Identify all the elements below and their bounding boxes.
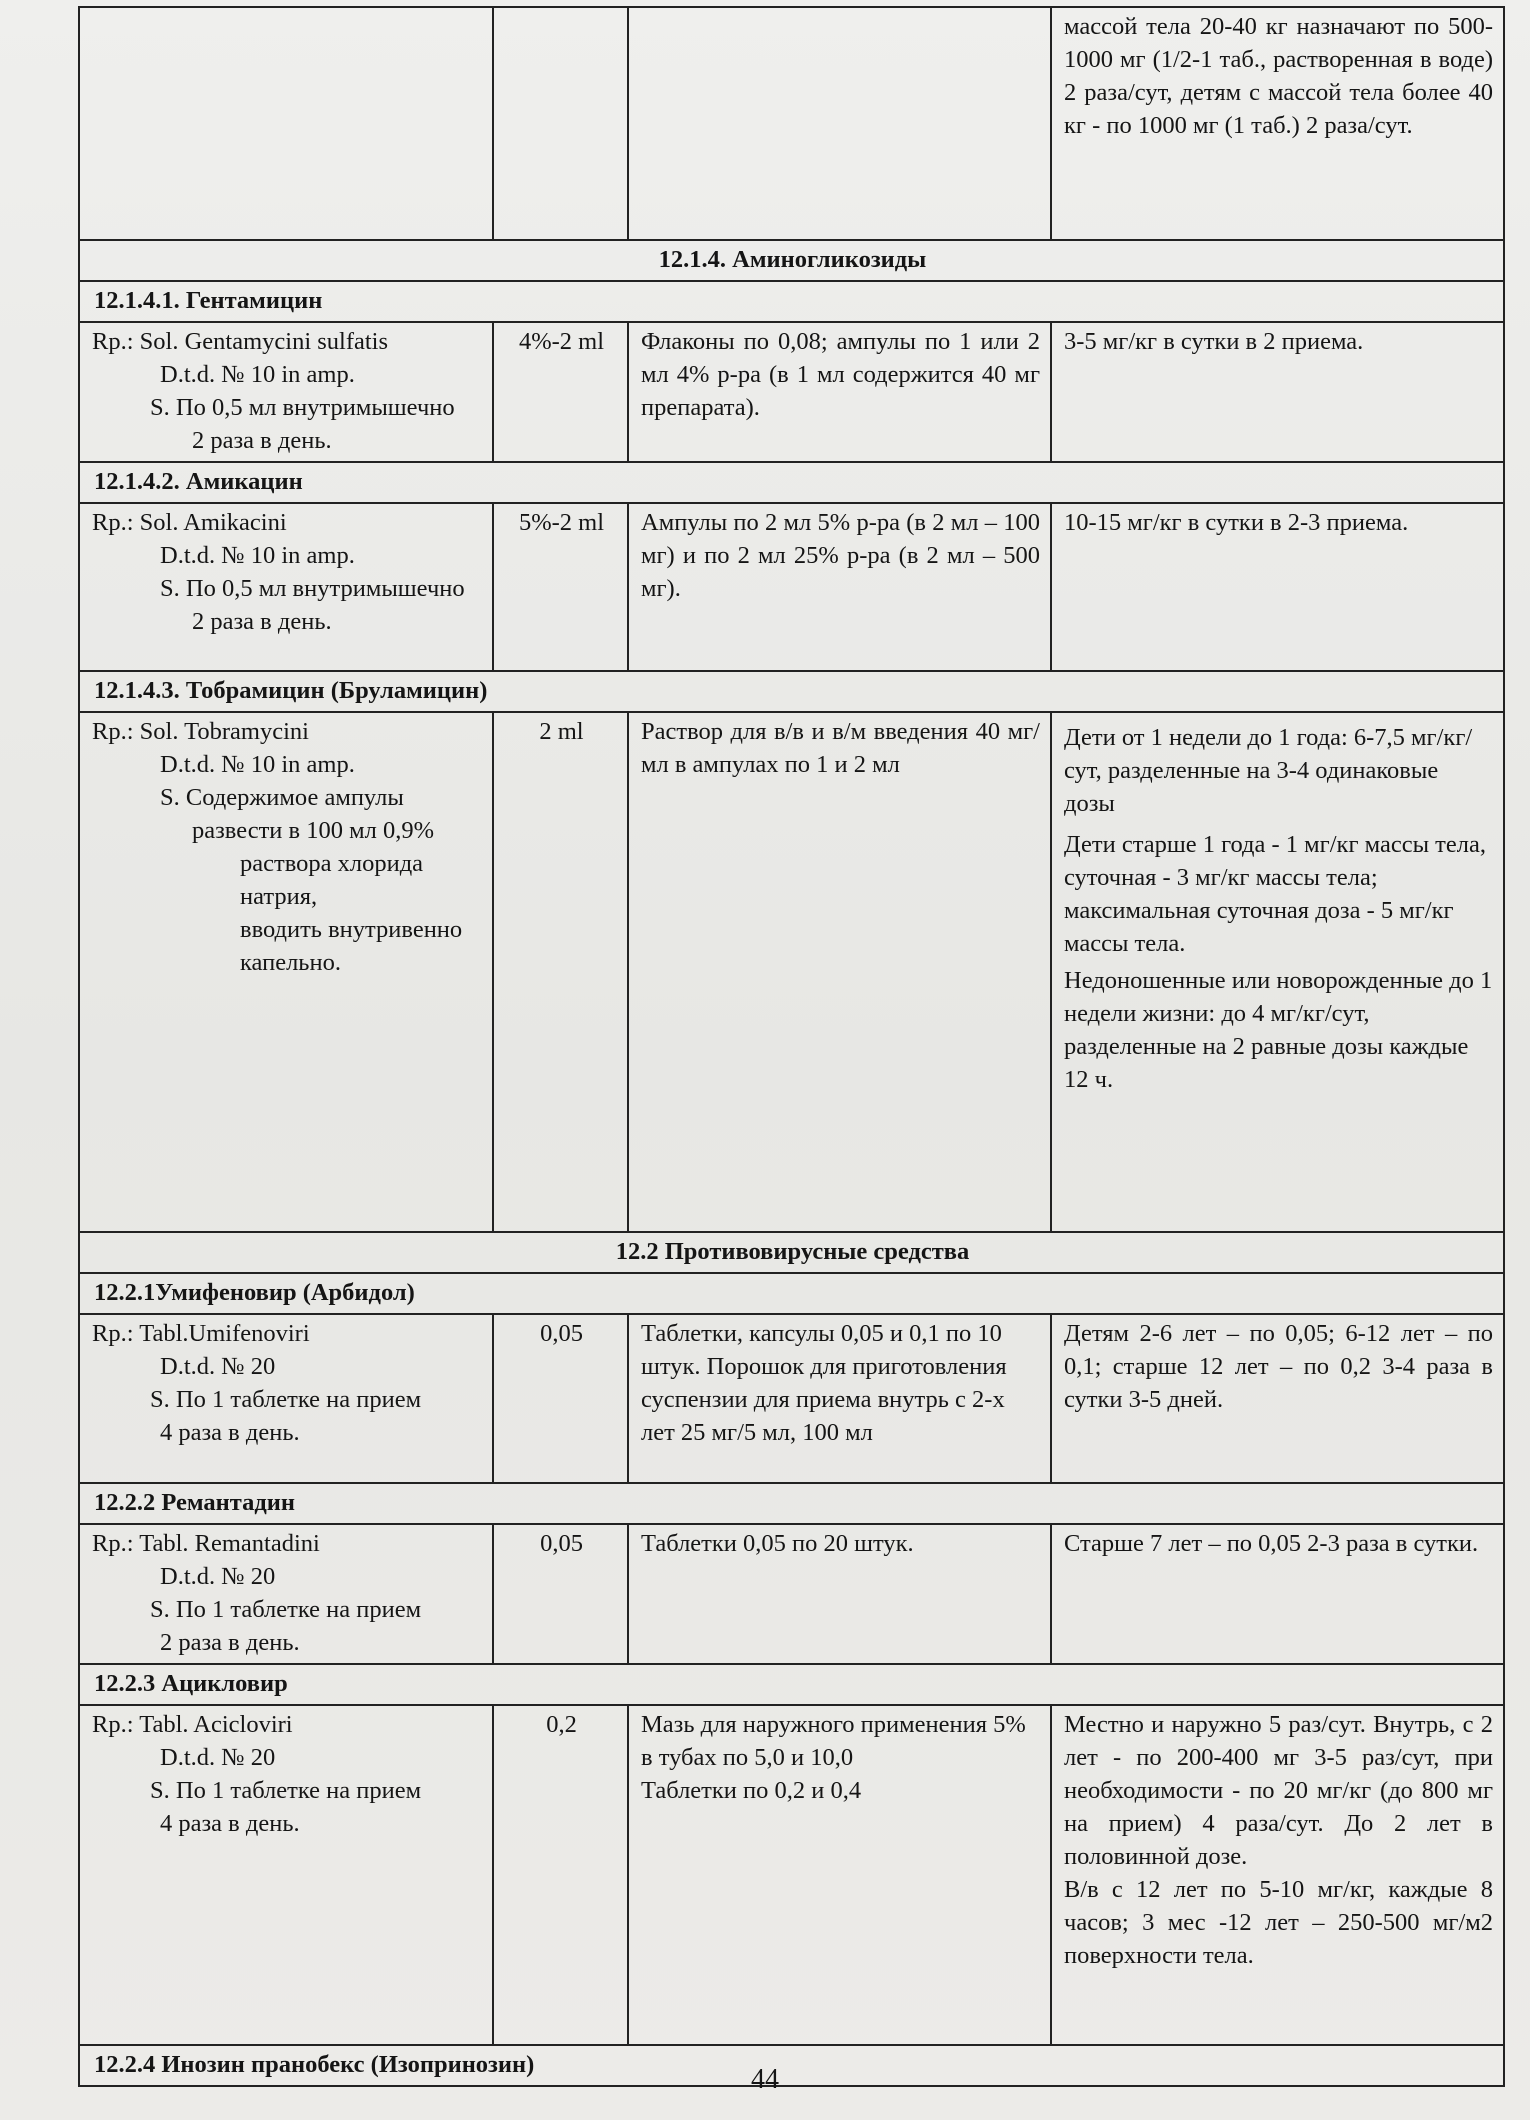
dosing-cell [1051,712,1504,1232]
section-title-antiviral: 12.2 Противовирусные средства [79,1232,1504,1273]
drug-header-row [79,1273,1504,1314]
dosing-cell: Детям 2-6 лет – по 0,05; 6-12 лет – по 0,1; старше 12 лет – по 0,2 3-4 раза в сутки 3-5 дней. [1051,1314,1504,1483]
signa-line: раствора хлорида натрия, [240,850,424,910]
form-cell: Таблетки, капсулы 0,05 и 0,1 по 10 штук. Порошок для приготовления суспензии для приема внутрь с 2-х лет 25 мг/5 мл, 100 мл [628,1314,1051,1483]
signa-line: S. По 1 таблетке на прием [150,1596,422,1623]
prescription-cell [79,1705,493,2045]
signa-line: 2 раза в день. [160,1629,300,1656]
signa-line: S. По 0,5 мл внутримышечно [150,394,455,421]
drug-row-umifenovir [79,1314,1504,1483]
signa-line: капельно. [240,949,341,976]
dose-cell: 0,05 [493,1524,628,1664]
form-cell: Таблетки 0,05 по 20 штук. [628,1524,1051,1664]
drug-header-amikacin: 12.1.4.2. Амикацин [79,462,1504,503]
dosing-cell [1051,1705,1504,2045]
drug-row-amikacin [79,503,1504,671]
rp-line: Rp.: Sol. Amikacini [92,509,287,536]
drug-row-acyclovir [79,1705,1504,2045]
continuation-row [79,7,1504,240]
form-paragraph: Мазь для наружного применения 5% в тубах по 5,0 и 10,0 [641,1711,1026,1771]
dosing-cell: Старше 7 лет – по 0,05 2-3 раза в сутки. [1051,1524,1504,1664]
dose-cell: 4%-2 ml [493,322,628,462]
dosing-paragraph: Дети от 1 недели до 1 года: 6-7,5 мг/кг/сут, разделенные на 3-4 одинаковые дозы [1064,724,1473,817]
dosing-cell: 3-5 мг/кг в сутки в 2 приема. [1051,322,1504,462]
dose-cell: 5%-2 ml [493,503,628,671]
drug-header-row [79,1664,1504,1705]
signa-line: S. Содержимое ампулы [160,784,404,811]
page-number: 44 [751,2064,779,2095]
drug-header-gentamicin: 12.1.4.1. Гентамицин [79,281,1504,322]
continuation-dosing: массой тела 20-40 кг назначают по 500-1000 мг (1/2-1 таб., растворенная в воде) 2 раза/сут, детям с массой тела более 40 кг - по 1000 мг (1 таб.) 2 раза/сут. [1051,7,1504,240]
form-cell [628,1705,1051,2045]
dosing-cell: 10-15 мг/кг в сутки в 2-3 приема. [1051,503,1504,671]
signa-line: 2 раза в день. [192,427,332,454]
rp-line: Rp.: Tabl.Umifenoviri [92,1320,310,1347]
drug-header-tobramycin: 12.1.4.3. Тобрамицин (Бруламицин) [79,671,1504,712]
rp-line: Rp.: Tabl. Aciclovirі [92,1711,293,1738]
dtd-line: D.t.d. № 10 in amp. [160,542,355,569]
dosing-paragraph: Дети старше 1 года - 1 мг/кг массы тела, суточная - 3 мг/кг массы тела; максимальная суточная доза - 5 мг/кг массы тела. [1064,831,1486,957]
prescription-cell [79,322,493,462]
dtd-line: D.t.d. № 20 [160,1744,276,1771]
signa-line: вводить внутривенно [240,916,463,943]
dose-cell: 0,2 [493,1705,628,2045]
signa-line: 4 раза в день. [160,1419,300,1446]
dtd-line: D.t.d. № 20 [160,1563,276,1590]
dosing-paragraph: Местно и наружно 5 раз/сут. Внутрь, с 2 лет - по 200-400 мг 3-5 раз/сут, при необходимости - по 20 мг/кг (до 800 мг на прием) 4 раза/сут. До 2 лет в половинной дозе. [1064,1711,1493,1870]
drug-header-remantadine: 12.2.2 Ремантадин [79,1483,1504,1524]
signa-line: 2 раза в день. [192,608,332,635]
prescription-cell [79,712,493,1232]
rp-line: Rp.: Sol. Tobramycini [92,718,309,745]
section-header-row [79,240,1504,281]
prescription-cell [79,1524,493,1664]
section-title-aminoglycosides: 12.1.4. Аминогликозиды [79,240,1504,281]
dosing-paragraph: Недоношенные или новорожденные до 1 недели жизни: до 4 мг/кг/сут, разделенные на 2 равные дозы каждые 12 ч. [1064,967,1493,1093]
dose-cell: 0,05 [493,1314,628,1483]
signa-line: 4 раза в день. [160,1810,300,1837]
dtd-line: D.t.d. № 10 in amp. [160,361,355,388]
dtd-line: D.t.d. № 10 in amp. [160,751,355,778]
signa-line: S. По 0,5 мл внутримышечно [160,575,465,602]
prescription-cell [79,503,493,671]
form-cell: Флаконы по 0,08; ампулы по 1 или 2 мл 4% р-ра (в 1 мл содержится 40 мг препарата). [628,322,1051,462]
prescription-table [78,6,1505,2087]
drug-header-row [79,671,1504,712]
signa-line: S. По 1 таблетке на прием [150,1386,422,1413]
prescription-cell [79,1314,493,1483]
rp-line: Rp.: Sol. Gentamycini sulfatis [92,328,389,355]
dosing-paragraph: В/в с 12 лет по 5-10 мг/кг, каждые 8 часов; 3 мес -12 лет – 250-500 мг/м2 поверхности тела. [1064,1876,1493,1969]
dose-cell: 2 ml [493,712,628,1232]
drug-header-row [79,1483,1504,1524]
dtd-line: D.t.d. № 20 [160,1353,276,1380]
drug-header-row [79,281,1504,322]
signa-line: развести в 100 мл 0,9% [192,817,434,844]
form-cell: Ампулы по 2 мл 5% р-ра (в 2 мл – 100 мг) и по 2 мл 25% р-ра (в 2 мл – 500 мг). [628,503,1051,671]
drug-header-umifenovir: 12.2.1Умифеновир (Арбидол) [79,1273,1504,1314]
drug-header-acyclovir: 12.2.3 Ацикловир [79,1664,1504,1705]
form-cell: Раствор для в/в и в/м введения 40 мг/мл в ампулах по 1 и 2 мл [628,712,1051,1232]
drug-row-tobramycin [79,712,1504,1232]
drug-row-gentamicin [79,322,1504,462]
section-header-row [79,1232,1504,1273]
drug-header-row [79,462,1504,503]
drug-row-remantadine [79,1524,1504,1664]
form-paragraph: Таблетки по 0,2 и 0,4 [641,1777,862,1804]
rp-line: Rp.: Tabl. Remantadini [92,1530,320,1557]
signa-line: S. По 1 таблетке на прием [150,1777,422,1804]
drug-header-inosine: 12.2.4 Инозин пранобекс (Изопринозин) [79,2045,1504,2086]
